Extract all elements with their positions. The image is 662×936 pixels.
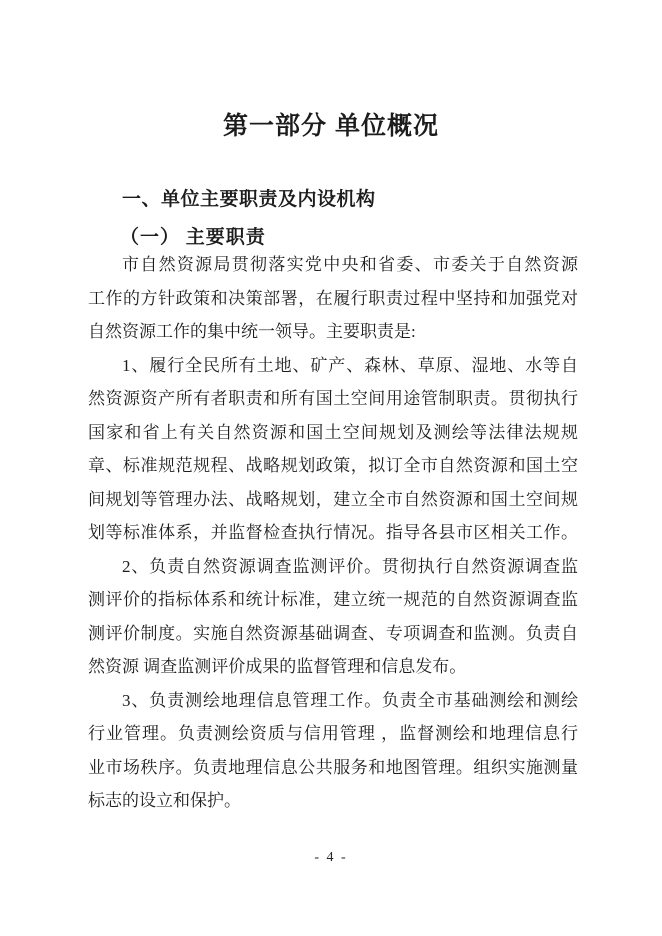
page-number: - 4 - <box>314 850 348 865</box>
subsection-heading: （一） 主要职责 <box>120 227 266 248</box>
paragraph-duty-2 <box>88 550 578 684</box>
body-line: 工作的方针政策和决策部署，在履行职责过程中坚持和加强党对 <box>88 288 578 308</box>
body-line: 行业管理。负责测绘资质与信用管理 ，监督测绘和地理信息行 <box>88 724 578 743</box>
body-line: 3、负责测绘地理信息管理工作。负责全市基础测绘和测绘 <box>122 690 578 710</box>
body-line: 间规划等管理办法、战略规划，建立全市自然资源和国土空间规 <box>88 489 578 509</box>
body-line: 测评价的指标体系和统计标准，建立统一规范的自然资源调查监 <box>88 590 578 609</box>
body-line: 业市场秩序。负责地理信息公共服务和地图管理。组织实施测量 <box>88 757 578 777</box>
body-line: 1、履行全民所有土地、矿产、森林、草原、湿地、水等自 <box>122 355 578 375</box>
body-line: 市自然资源局贯彻落实党中央和省委、市委关于自然资源 <box>122 255 578 274</box>
body-line: 国家和省上有关自然资源和国土空间规划及测绘等法律法规规 <box>88 422 578 442</box>
body-text <box>88 248 578 818</box>
body-line: 测评价制度。实施自然资源基础调查、专项调查和监测。负责自 <box>88 623 578 643</box>
body-line: 自然资源工作的集中统一领导。主要职责是: <box>88 322 416 341</box>
body-line: 然资源资产所有者职责和所有国土空间用途管制职责。贯彻执行 <box>88 389 578 408</box>
body-line: 章、标准规范规程、战略规划政策，拟订全市自然资源和国土空 <box>88 456 578 475</box>
paragraph-duty-1 <box>88 349 578 550</box>
body-line: 2、负责自然资源调查监测评价。贯彻执行自然资源调查监 <box>122 556 578 576</box>
body-line: 划等标准体系，并监督检查执行情况。指导各县市区相关工作。 <box>88 523 578 542</box>
body-line: 然资源 调查监测评价成果的监督管理和信息发布。 <box>88 657 467 676</box>
paragraph-intro <box>88 248 578 349</box>
paragraph-duty-3 <box>88 684 578 818</box>
document-title: 第一部分 单位概况 <box>223 112 439 140</box>
section-heading: 一、单位主要职责及内设机构 <box>122 189 376 210</box>
body-line: 标志的设立和保护。 <box>88 791 241 810</box>
